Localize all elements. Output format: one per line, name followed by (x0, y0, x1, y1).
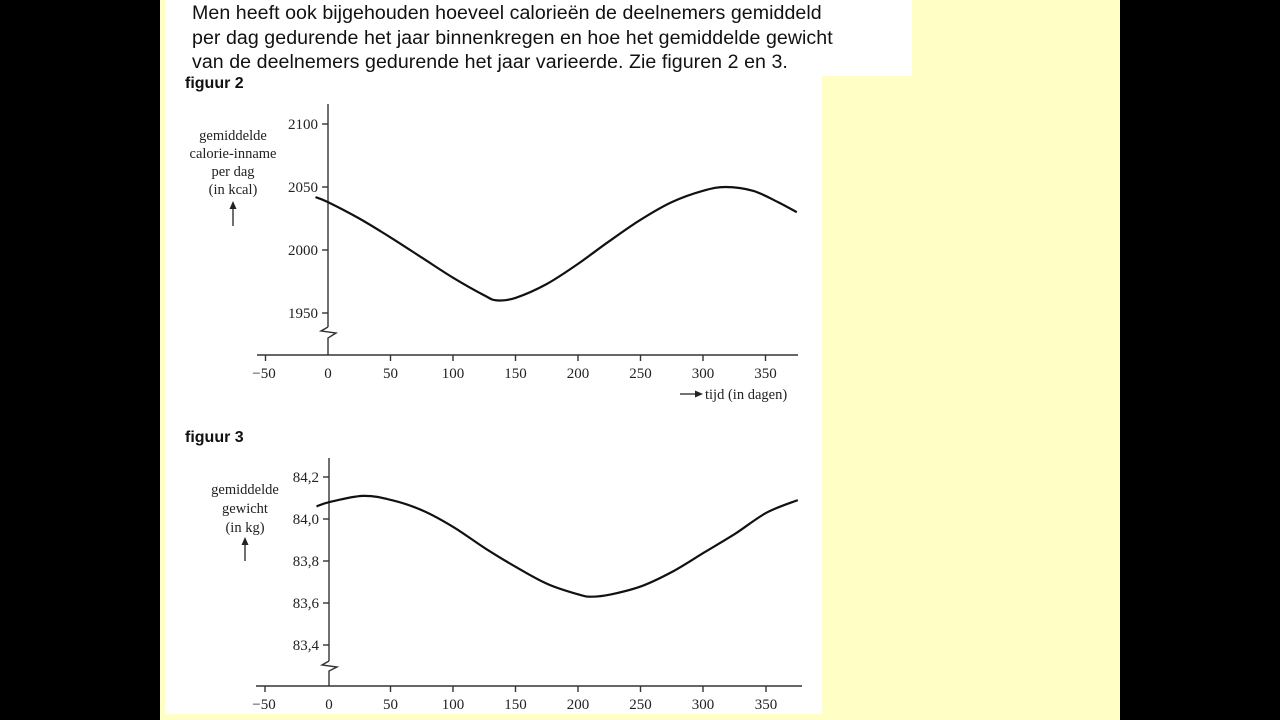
figure-3-label: figuur 3 (185, 429, 244, 446)
svg-text:gewicht: gewicht (222, 501, 268, 517)
figure-3-x-tick-labels (252, 697, 777, 713)
figure-3-y-tick-labels (293, 470, 320, 654)
svg-text:(in kg): (in kg) (225, 520, 265, 536)
svg-text:300: 300 (691, 697, 715, 713)
figure-2-label: figuur 2 (185, 75, 244, 92)
figure-2-y-axis (321, 104, 336, 355)
figure-3-y-axis-label (211, 482, 279, 536)
svg-text:250: 250 (629, 697, 652, 713)
svg-text:gemiddelde: gemiddelde (211, 482, 279, 498)
svg-text:0: 0 (324, 366, 332, 382)
intro-line-1: Men heeft ook bijgehouden hoeveel calorieën de deelnemers gemiddeld (192, 2, 822, 24)
figure-2-y-axis-label (190, 128, 277, 198)
svg-text:150: 150 (504, 366, 527, 382)
svg-text:83,6: 83,6 (292, 596, 319, 612)
svg-text:84,2: 84,2 (292, 470, 319, 486)
figure-3-y-axis (322, 458, 337, 686)
arrow-right-icon (695, 391, 703, 398)
svg-text:−50: −50 (252, 366, 276, 382)
figure-3-weight-curve (317, 496, 798, 597)
svg-text:calorie-inname: calorie-inname (189, 146, 277, 162)
svg-text:83,8: 83,8 (292, 554, 319, 570)
svg-text:200: 200 (566, 697, 590, 713)
svg-text:2050: 2050 (288, 180, 318, 196)
svg-text:83,4: 83,4 (292, 638, 319, 654)
svg-text:250: 250 (629, 366, 652, 382)
figure-2-x-axis-label (680, 387, 787, 403)
figure-2-calorie-curve (316, 187, 797, 301)
figure-2-y-tick-labels (288, 117, 318, 322)
figure-2-chart (190, 104, 798, 403)
figure-3-x-axis (256, 686, 802, 692)
figure-2-x-tick-labels (252, 366, 776, 382)
svg-text:300: 300 (691, 366, 715, 382)
intro-line-2: per dag gedurende het jaar binnenkregen en hoe het gemiddelde gewicht (192, 26, 833, 49)
svg-text:0: 0 (325, 697, 333, 713)
svg-text:200: 200 (566, 366, 590, 382)
figure-2-x-axis (257, 355, 798, 361)
intro-line-3: van de deelnemers gedurende het jaar varieerde. Zie figuren 2 en 3. (192, 51, 788, 73)
figure-3-chart (211, 458, 802, 713)
svg-text:per dag: per dag (211, 164, 255, 180)
svg-text:(in kcal): (in kcal) (208, 182, 258, 198)
svg-text:2000: 2000 (288, 243, 318, 259)
svg-text:100: 100 (441, 697, 465, 713)
svg-text:−50: −50 (252, 697, 276, 713)
svg-text:150: 150 (504, 697, 527, 713)
svg-text:84,0: 84,0 (292, 512, 319, 528)
svg-text:50: 50 (383, 697, 398, 713)
figure-2-y-arrow-icon (230, 201, 237, 226)
svg-text:100: 100 (441, 366, 465, 382)
svg-text:tijd (in dagen): tijd (in dagen) (705, 387, 788, 403)
svg-text:1950: 1950 (288, 306, 318, 322)
svg-text:350: 350 (754, 697, 778, 713)
svg-text:50: 50 (383, 366, 398, 382)
svg-text:gemiddelde: gemiddelde (199, 128, 267, 144)
svg-text:2100: 2100 (288, 117, 318, 133)
svg-text:350: 350 (754, 366, 777, 382)
figure-3-y-arrow-icon (242, 537, 249, 561)
